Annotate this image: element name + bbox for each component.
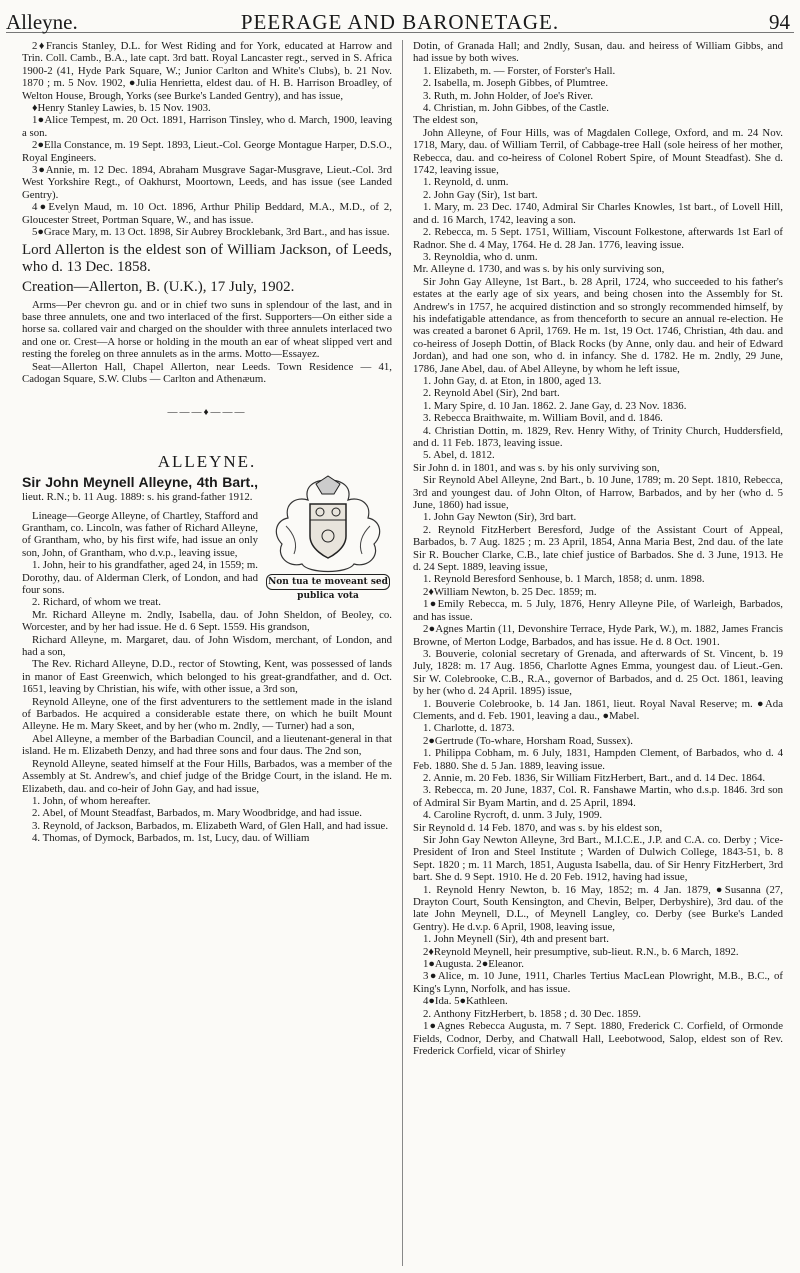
paragraph: 2. Annie, m. 20 Feb. 1836, Sir William FitzHerbert, Bart., and d. 14 Dec. 1864. — [423, 771, 766, 784]
paragraph: 5●Grace Mary, m. 13 Oct. 1898, Sir Aubrey Brocklebank, 3rd Bart., and has issue. — [32, 226, 390, 239]
paragraph: 2♦Francis Stanley, D.L. for West Riding and for York, educated at Harrow and Trin. Coll. Camb., B.A., late capt. 3rd batt. Royal Lancaster regt., served in S. Africa 1900-2 (41, Hyde Park Square, W.; Junior Carlton and White's Clubs), b. 21 Nov. 1870 ; m. 5 Nov. 1902, ●Julia Henrietta, eldest dau. of H. B. Harrison Broadley, of Welton House, Brough, Yorks (see Burke's Landed Gentry), and has issue, — [22, 40, 392, 102]
crest-illustration-icon — [264, 474, 392, 578]
section-separator: ———♦——— — [167, 407, 247, 419]
paragraph: 1●Agnes Rebecca Augusta, m. 7 Sept. 1880, Frederick C. Corfield, of Ormonde Fields, Codnor, Derby, and Chatwall Hall, Leebotwood, Salop, eldest son of Rev. Frederick Corfield, vicar of Shirley — [413, 1020, 783, 1057]
paragraph: 1. Mary, m. 23 Dec. 1740, Admiral Sir Charles Knowles, 1st bart., of Lovell Hill, and d. 16 March, 1742, leaving a son. — [413, 201, 783, 226]
motto-scroll: Non tua te moveant sed publica vota — [266, 574, 390, 590]
arms-paragraph: Arms—Per chevron gu. and or in chief two suns in splendour of the last, and in base three annulets, one and two interlaced of the first. Supporters—On either side a horse sa. collared vair and charged on the shoulder with three annulets interlaced two and one or. Crest—A horse or holding in the mouth an ear of wheat slipped vert and resting the foreleg on three annulets as in the arms. Motto—Essayez. — [22, 298, 392, 361]
paragraph: Sir Reynold Abel Alleyne, 2nd Bart., b. 10 June, 1789; m. 20 Sept. 1810, Rebecca, 3rd and youngest dau. of John Olton, of Harrow, Barbados, and by her (who d. 5 June, 1860) had issue, — [413, 474, 783, 512]
paragraph: 1. Reynold Beresford Senhouse, b. 1 March, 1858; d. unm. 1898. — [423, 573, 705, 586]
paragraph: 2●Agnes Martin (11, Devonshire Terrace, Hyde Park, W.), m. 1882, James Francis Browne, of Merton Lodge, Barbados, and has issue. He d. 8 Oct. 1901. — [413, 623, 783, 648]
paragraph: 4. Thomas, of Dymock, Barbados, m. 1st, Lucy, dau. of William — [32, 832, 310, 845]
paragraph: 1. John Gay, d. at Eton, in 1800, aged 13. — [423, 374, 602, 387]
paragraph: 3. Ruth, m. John Holder, of Joe's River. — [423, 89, 594, 102]
page-number: 94 — [769, 10, 790, 34]
paragraph: The Rev. Richard Alleyne, D.D., rector of Stowting, Kent, was possessed of lands in manor of East Greenwich, which belonged to his great-grandfather, and d. Oct. 1651, leaving by Christian, his wife, with other issue, a 3rd son, — [22, 658, 392, 696]
paragraph: 5. Abel, d. 1812. — [423, 449, 495, 462]
paragraph: 1. Charlotte, d. 1873. — [423, 722, 515, 735]
paragraph: 4●Evelyn Maud, m. 10 Oct. 1896, Arthur Philip Beddard, M.A., M.D., of 2, Gloucester Street, Portman Square, W., and has issue. — [22, 201, 392, 226]
paragraph: Sir Reynold d. 14 Feb. 1870, and was s. by his eldest son, — [413, 821, 663, 834]
paragraph: Abel Alleyne, a member of the Barbadian Council, and a lieutenant-general in that island. He m. Elizabeth Denzy, and had three sons and four daus. The 2nd son, — [22, 732, 392, 758]
paragraph: 2♦Reynold Meynell, heir presumptive, sub-lieut. R.N., b. 6 March, 1892. — [423, 945, 739, 958]
paragraph: Reynold Alleyne, one of the first adventurers to the settlement made in the island of Barbados. He acquired a considerable estate there, on which he built Mount Alleyne. He m. Mary Skeet, and by her (who m. 2ndly, — Turner) had a son, — [22, 695, 392, 733]
paragraph: 1. Reynold, d. unm. — [423, 176, 509, 189]
header-title: PEERAGE AND BARONETAGE. — [240, 10, 560, 34]
paragraph: 3. Reynoldia, who d. unm. — [423, 250, 538, 263]
column-divider — [402, 40, 403, 1266]
header-left: Alleyne. — [6, 10, 78, 34]
headline-name: Sir John Meynell Alleyne, 4th Bart., — [22, 474, 258, 491]
paragraph: ♦Henry Stanley Lawies, b. 15 Nov. 1903. — [32, 102, 211, 115]
paragraph: 4. Caroline Rycroft, d. unm. 3 July, 1909. — [423, 809, 603, 822]
paragraph: 1. Reynold Henry Newton, b. 16 May, 1852; m. 4 Jan. 1879, ●Susanna (27, Drayton Court, South Kensington, and Chevin, Belper, Derbyshire), 3rd dau. of the late John Meynell, D.L., of Meynell Langley, co. Derby (see Burke's Landed Gentry). He d.v.p. 6 April, 1908, leaving issue, — [413, 883, 783, 933]
paragraph: 4. Christian, m. John Gibbes, of the Castle. — [423, 102, 609, 115]
paragraph: 3. Rebecca, m. 20 June, 1837, Col. R. Fanshawe Martin, who d.s.p. 1846. 3rd son of Admiral Sir Byam Martin, and d. 25 April, 1894. — [413, 784, 783, 809]
paragraph: 3. Reynold, of Jackson, Barbados, m. Elizabeth Ward, of Glen Hall, and had issue. — [32, 819, 389, 832]
paragraph: Sir John Gay Alleyne, 1st Bart., b. 28 April, 1724, who succeeded to his father's estates at the early age of six years, and being chosen into the Assembly for St. Andrew's in 1757, he acquired distinction and so strongly recommended himself, by his indefatigable attendance, as from thenceforth to secure an annual re-election. He was created a baronet 6 April, 1769. He m. 1st, 19 Oct. 1746, Christian, 4th dau. and co-heiress of Joseph Dottin, of Black Rocks (by Anne, only dau. and heir of Edward Jordan), and had one son, who d. in infancy. She d. 1782. He m. 2ndly, 29 June, 1786, Jane Abel, dau. of Abel Alleyne, by whom he left issue, — [413, 275, 783, 375]
paragraph: 1. John, heir to his grandfather, aged 24, in 1559; m. Dorothy, dau. of Alderman Clerk, of London, and had four sons. — [22, 559, 258, 596]
paragraph: Sir John d. in 1801, and was s. by his only surviving son, — [413, 461, 660, 474]
paragraph: 2. Abel, of Mount Steadfast, Barbados, m. Mary Woodbridge, and had issue. — [32, 807, 362, 820]
paragraph: 3●Alice, m. 10 June, 1911, Charles Tertius MacLean Plowright, M.B., B.C., of King's Lynn, Norfolk, and has issue. — [413, 970, 783, 995]
paragraph: 2. Anthony FitzHerbert, b. 1858 ; d. 30 Dec. 1859. — [423, 1007, 642, 1020]
paragraph: 1●Emily Rebecca, m. 5 July, 1876, Henry Alleyne Pile, of Warleigh, Barbados, and has issue. — [413, 598, 783, 623]
seat-paragraph: Seat—Allerton Hall, Chapel Allerton, near Leeds. Town Residence — 41, Cadogan Square, S.W. Clubs — Carlton and Athenæum. — [22, 360, 392, 385]
paragraph: 3. Bouverie, colonial secretary of Grenada, and afterwards of St. Vincent, b. 19 July, 1828: m. 17 Aug. 1856, Charlotte Agnes Emma, youngest dau. of Lieut.-Gen. Sir W. Colebrooke, C.B., R.A., governor of Barbados, and d. 25 Oct. 1861, leaving by her (who d. 24 April. 1895) issue, — [413, 647, 783, 698]
paragraph: 1. Elizabeth, m. — Forster, of Forster's Hall. — [423, 64, 616, 77]
paragraph: 2●Gertrude (To-whare, Horsham Road, Sussex). — [423, 734, 633, 747]
paragraph: 3. Rebecca Braithwaite, m. William Bovil, and d. 1846. — [423, 412, 663, 425]
paragraph: 1. John Meynell (Sir), 4th and present bart. — [423, 933, 609, 946]
creation-line: Creation—Allerton, B. (U.K.), 17 July, 1902. — [22, 278, 295, 295]
lineage-note: Lord Allerton is the eldest son of William Jackson, of Leeds, who d. 13 Dec. 1858. — [22, 241, 392, 275]
paragraph: 1. Philippa Cobham, m. 6 July, 1831, Hampden Clement, of Barbados, who d. 4 Feb. 1880. She d. 5 Jan. 1889, leaving issue. — [413, 747, 783, 772]
paragraph: John Alleyne, of Four Hills, was of Magdalen College, Oxford, and m. 24 Nov. 1718, Mary, dau. of William Terril, of Cabbage-tree Hall (sole heiress of her mother, Rebecca, dau. and co-heiress of Colonel Robert Spire, of Mount Steadfast). She d. 1742, leaving issue, — [413, 126, 783, 177]
paragraph: 1. Mary Spire, d. 10 Jan. 1862. 2. Jane Gay, d. 23 Nov. 1836. — [423, 399, 687, 412]
paragraph: 2. Isabella, m. Joseph Gibbes, of Plumtree. — [423, 77, 609, 90]
paragraph: 2. Reynold Abel (Sir), 2nd bart. — [423, 387, 560, 400]
paragraph: 2. Reynold FitzHerbert Beresford, Judge of the Assistant Court of Appeal, Barbados, b. 7 Aug. 1825 ; m. 23 April, 1854, Anna Maria Best, 2nd dau. of the late Sir R. Boucher Clarke, C.B., late chief justice of Barbados. She d. 3 June, 1913. He d. 24 Sept. 1889, leaving issue, — [413, 523, 783, 574]
paragraph: Sir John Gay Newton Alleyne, 3rd Bart., M.I.C.E., J.P. and C.A. co. Derby ; Vice-President of Iron and Steel Institute ; Warden of Dulwich College, 1843-51, b. 8 Sept. 1820 ; m. 11 March, 1851, Augusta Isabella, dau. of Sir Henry FitzHerbert, 3rd bart. She d. 9 Sept. 1910. He d. 20 Feb. 1912, having had issue, — [413, 834, 783, 884]
paragraph: 2●Ella Constance, m. 19 Sept. 1893, Lieut.-Col. George Montague Harper, D.S.O., Royal Engineers. — [22, 139, 392, 164]
headline-detail: lieut. R.N.; b. 11 Aug. 1889: s. his grand-father 1912. — [22, 491, 253, 504]
paragraph: Reynold Alleyne, seated himself at the Four Hills, Barbados, was a member of the Assembly at St. Andrew's, and chief judge of the Bridge Court, in the island. He m. Elizabeth, dau. and co-heir of John Gay, and had issue, — [22, 757, 392, 795]
family-heading: ALLEYNE. — [157, 451, 257, 471]
paragraph: 1●Augusta. 2●Eleanor. — [423, 958, 524, 971]
paragraph: 2. John Gay (Sir), 1st bart. — [423, 188, 538, 201]
paragraph: 2. Richard, of whom we treat. — [32, 596, 161, 609]
paragraph: 2♦William Newton, b. 25 Dec. 1859; m. — [423, 585, 597, 598]
coat-of-arms — [264, 474, 392, 602]
paragraph: 3●Annie, m. 12 Dec. 1894, Abraham Musgrave Sagar-Musgrave, Lieut.-Col. 3rd West Yorkshire Regt., of Oakhurst, Moortown, Leeds, and has issue (see Landed Gentry). — [22, 164, 392, 201]
paragraph: 2. Rebecca, m. 5 Sept. 1751, William, Viscount Folkestone, afterwards 1st Earl of Radnor. She d. 4 May, 1764. He d. 28 Jan. 1776, leaving issue. — [413, 226, 783, 251]
lineage-paragraph: Lineage—George Alleyne, of Chartley, Stafford and Grantham, co. Lincoln, was father of Richard Alleyne, of Grantham, who, by his first wife, had issue an only son, John, of Grantham, who d.v.p., leaving issue, — [22, 509, 258, 559]
right-column — [413, 40, 783, 1057]
paragraph: Mr. Richard Alleyne m. 2ndly, Isabella, dau. of John Sheldon, of Beoley, co. Worcester, and by her had issue. He d. 6 Sept. 1559. His grandson, — [22, 608, 392, 634]
paragraph: 1. John Gay Newton (Sir), 3rd bart. — [423, 511, 577, 524]
paragraph: 4●Ida. 5●Kathleen. — [423, 995, 508, 1008]
paragraph: Richard Alleyne, m. Margaret, dau. of John Wisdom, merchant, of London, and had a son, — [22, 633, 392, 659]
paragraph: 1. John, of whom hereafter. — [32, 794, 151, 807]
paragraph: Dotin, of Granada Hall; and 2ndly, Susan, dau. and heiress of William Gibbs, and had issue by both wives. — [413, 40, 783, 65]
paragraph: 1. Bouverie Colebrooke, b. 14 Jan. 1861, lieut. Royal Naval Reserve; m. ●Ada Clements, and d. Feb. 1901, leaving a dau., ●Mabel. — [413, 697, 783, 722]
paragraph: 4. Christian Dottin, m. 1829, Rev. Henry Withy, of Trinity Church, Huddersfield, and d. 11 Feb. 1873, leaving issue. — [413, 424, 783, 449]
paragraph: 1●Alice Tempest, m. 20 Oct. 1891, Harrison Tinsley, who d. March, 1900, leaving a son. — [22, 114, 392, 139]
paragraph: The eldest son, — [413, 114, 479, 127]
paragraph: Mr. Alleyne d. 1730, and was s. by his only surviving son, — [413, 263, 665, 276]
left-column — [22, 40, 392, 845]
running-header — [6, 6, 794, 33]
